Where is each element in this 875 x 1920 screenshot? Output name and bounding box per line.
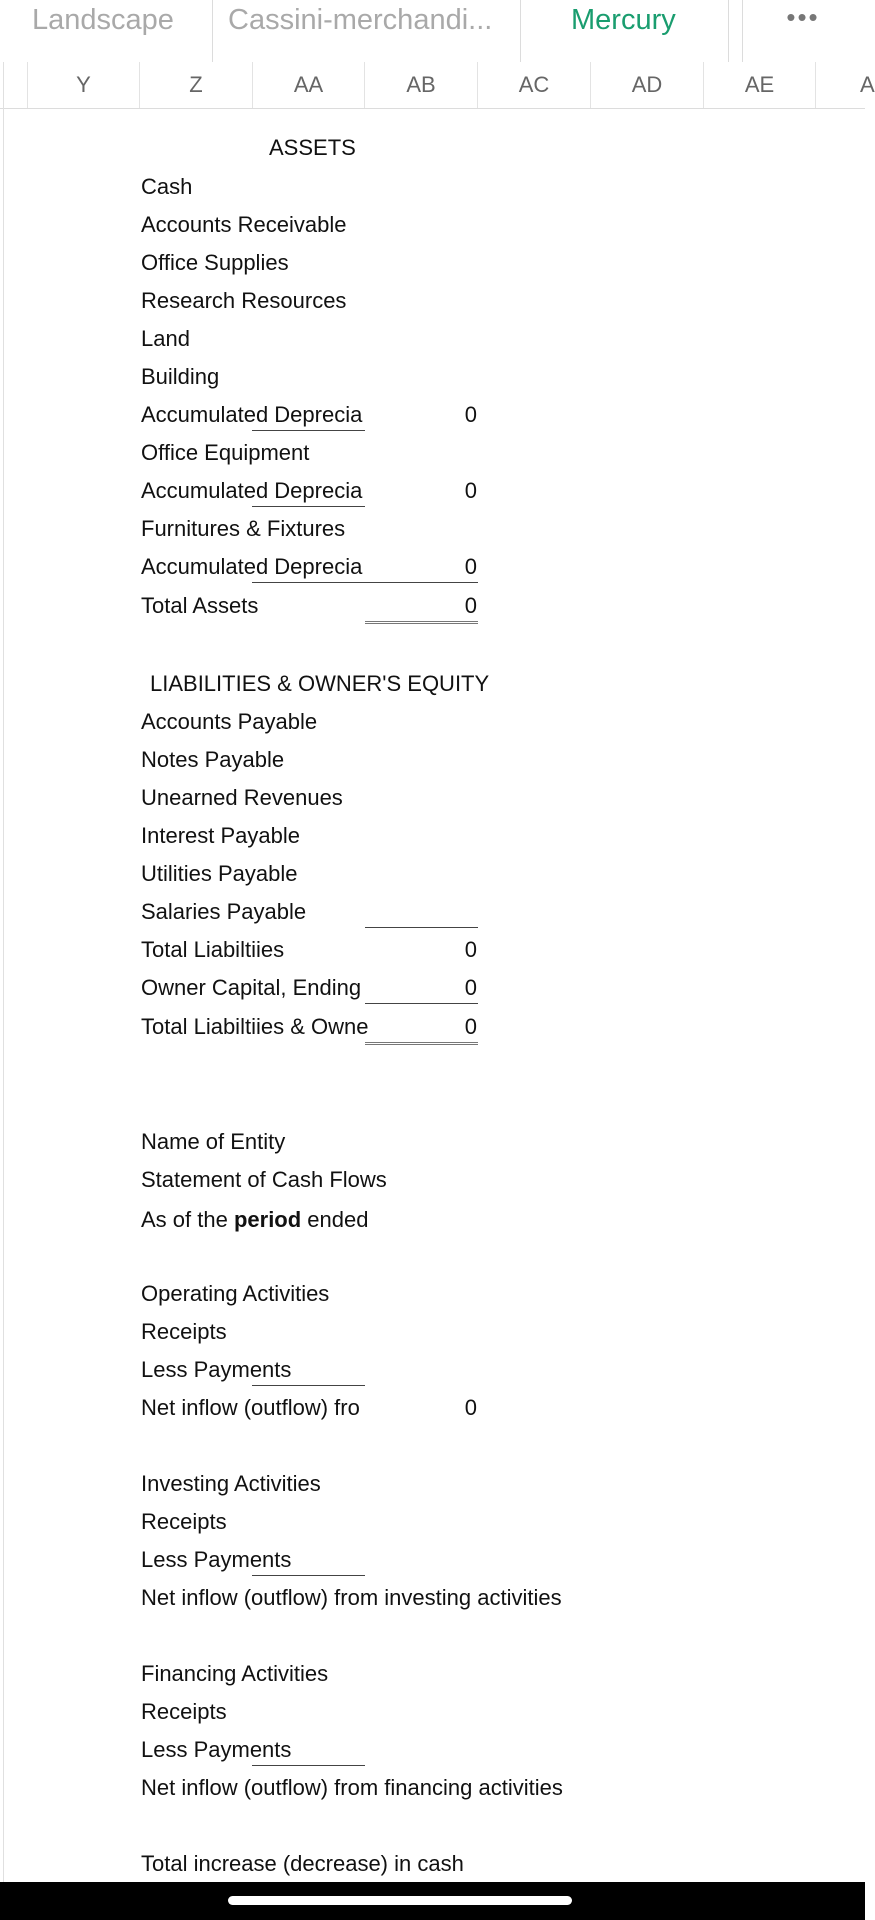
cell-underline — [252, 582, 478, 583]
investing-activities-header: Investing Activities — [141, 1471, 321, 1496]
operating-net-value: 0 — [464, 1395, 477, 1420]
tab-cassini-merchandise[interactable]: Cassini-merchandi... — [228, 4, 493, 36]
column-header-ac[interactable]: AC — [478, 62, 591, 108]
accum-dep-furn-label: Accumulated Deprecia — [141, 554, 363, 579]
operating-receipts-label: Receipts — [141, 1319, 227, 1344]
financing-activities-header: Financing Activities — [141, 1661, 329, 1686]
owner-capital-label: Owner Capital, Ending — [141, 975, 362, 1000]
accum-dep-building-label: Accumulated Deprecia — [141, 402, 363, 427]
double-underline — [365, 1042, 478, 1045]
column-header-y[interactable]: Y — [28, 62, 140, 108]
owner-capital-value: 0 — [464, 975, 477, 1000]
office-equipment-label: Office Equipment — [141, 440, 310, 465]
column-header-aa[interactable]: AA — [253, 62, 365, 108]
operating-net-label: Net inflow (outflow) fro — [141, 1395, 360, 1420]
total-liab-owner-label: Total Liabiltiies & Owne — [141, 1014, 369, 1039]
investing-less-payments-label: Less Payments — [141, 1547, 292, 1572]
column-header-ae[interactable]: AE — [704, 62, 816, 108]
tab-divider — [212, 0, 213, 62]
period-suffix: ended — [301, 1207, 369, 1232]
cell-underline — [252, 506, 365, 507]
period-prefix: As of the — [141, 1207, 234, 1232]
operating-less-payments-label: Less Payments — [141, 1357, 292, 1382]
accum-dep-office-label: Accumulated Deprecia — [141, 478, 363, 503]
period-bold: period — [233, 1207, 302, 1232]
statement-title: Statement of Cash Flows — [141, 1167, 387, 1192]
cell-underline — [252, 1575, 365, 1576]
notes-payable-label: Notes Payable — [141, 747, 285, 772]
operating-activities-header: Operating Activities — [141, 1281, 330, 1306]
unearned-revenues-label: Unearned Revenues — [141, 785, 343, 810]
tab-mercury[interactable]: Mercury — [571, 4, 676, 36]
total-increase-label: Total increase (decrease) in cash — [141, 1851, 464, 1876]
column-header-row — [0, 62, 875, 109]
column-header-spacer — [0, 62, 28, 108]
double-underline — [365, 621, 478, 624]
building-label: Building — [141, 364, 220, 389]
financing-receipts-label: Receipts — [141, 1699, 227, 1724]
accounts-payable-label: Accounts Payable — [141, 709, 318, 734]
tab-landscape[interactable]: Landscape — [32, 4, 174, 36]
sheet-tabs-bar — [0, 0, 865, 63]
accum-dep-building-value: 0 — [464, 402, 477, 427]
tab-divider — [728, 0, 729, 62]
total-liabilities-label: Total Liabiltiies — [141, 937, 285, 962]
period-line — [141, 1206, 368, 1234]
column-header-ab[interactable]: AB — [365, 62, 478, 108]
cell-underline — [365, 1003, 478, 1004]
total-assets-label: Total Assets — [141, 593, 259, 618]
total-liab-owner-value: 0 — [464, 1014, 477, 1039]
cell-underline — [365, 927, 478, 928]
cash-label: Cash — [141, 174, 193, 199]
salaries-payable-label: Salaries Payable — [141, 899, 307, 924]
column-header-af[interactable]: A — [860, 72, 875, 97]
utilities-payable-label: Utilities Payable — [141, 861, 298, 886]
cell-underline — [252, 1385, 365, 1386]
total-liabilities-value: 0 — [464, 937, 477, 962]
furnitures-fixtures-label: Furnitures & Fixtures — [141, 516, 346, 541]
tab-divider — [520, 0, 521, 62]
liabilities-header: LIABILITIES & OWNER'S EQUITY — [150, 671, 490, 696]
office-supplies-label: Office Supplies — [141, 250, 289, 275]
total-assets-value: 0 — [464, 593, 477, 618]
accounts-receivable-label: Accounts Receivable — [141, 212, 347, 237]
system-navigation-bar — [0, 1882, 865, 1920]
more-options-icon[interactable]: ••• — [786, 2, 820, 32]
tab-divider — [742, 0, 743, 62]
home-indicator[interactable] — [228, 1896, 572, 1905]
sheet-left-border — [3, 62, 4, 1882]
financing-less-payments-label: Less Payments — [141, 1737, 292, 1762]
cell-underline — [252, 1765, 365, 1766]
investing-receipts-label: Receipts — [141, 1509, 227, 1534]
interest-payable-label: Interest Payable — [141, 823, 300, 848]
cell-underline — [252, 430, 365, 431]
land-label: Land — [141, 326, 190, 351]
entity-name: Name of Entity — [141, 1129, 286, 1154]
assets-header: ASSETS — [269, 135, 356, 160]
financing-net-label: Net inflow (outflow) from financing activities — [141, 1775, 563, 1800]
investing-net-label: Net inflow (outflow) from investing activities — [141, 1585, 562, 1610]
column-header-z[interactable]: Z — [140, 62, 253, 108]
accum-dep-office-value: 0 — [464, 478, 477, 503]
column-header-ad[interactable]: AD — [591, 62, 704, 108]
accum-dep-furn-value: 0 — [464, 554, 477, 579]
research-resources-label: Research Resources — [141, 288, 347, 313]
